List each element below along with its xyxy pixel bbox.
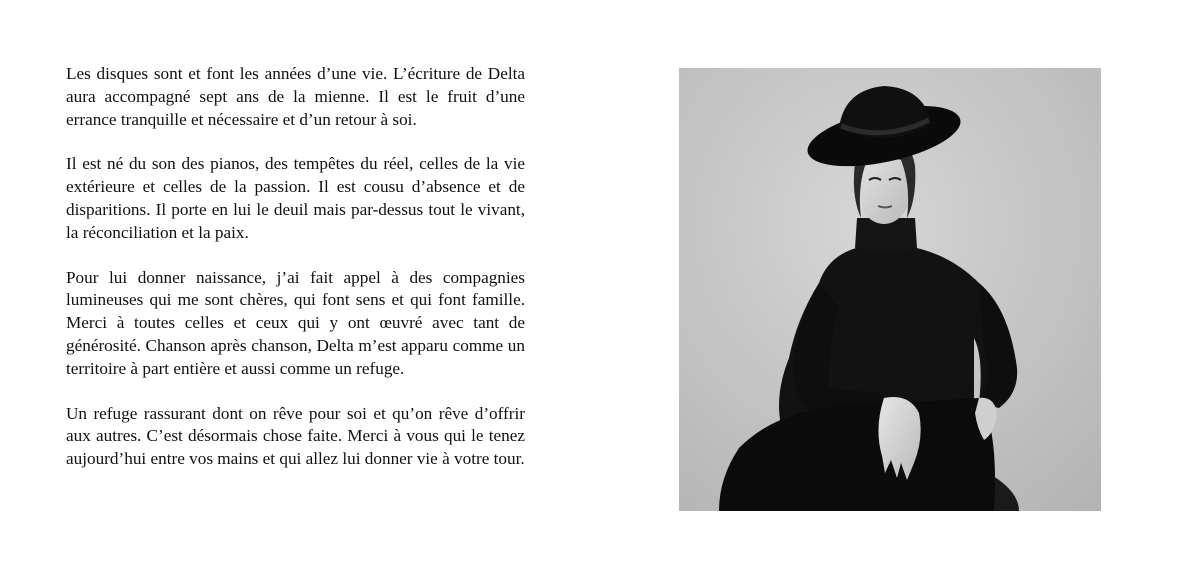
paragraph-4: Un refuge rassurant dont on rêve pour soi et qu’on rêve d’offrir aux autres. C’est désormais chose faite. Merci à vous qui le tenez aujourd’hui entre vos mains et qui allez lui donner vie à votre tour. (66, 403, 525, 469)
paragraph-2: Il est né du son des pianos, des tempêtes du réel, celles de la vie extérieure et celles de la passion. Il est cousu d’absence et de disparitions. Il porte en lui le deuil mais par-dessus tout le vivant, la réconciliation et la paix. (66, 154, 525, 242)
paragraph-3: Pour lui donner naissance, j’ai fait appel à des compagnies lumineuses qui me sont chères, qui font sens et qui font famille. Merci à toutes celles et ceux qui y ont œuvré avec tant de générosité. Chanson après chanson, Delta m’est apparu comme un territoire à part entière et aussi comme un refuge. (66, 267, 525, 378)
portrait-photo (679, 68, 1101, 511)
paragraph-1: Les disques sont et font les années d’une vie. L’écriture de Delta aura accompagné sept ans de la mienne. Il est le fruit d’une errance tranquille et nécessaire et d’un retour à soi. (66, 64, 525, 129)
text-column (66, 63, 525, 493)
portrait-illustration (679, 68, 1101, 511)
